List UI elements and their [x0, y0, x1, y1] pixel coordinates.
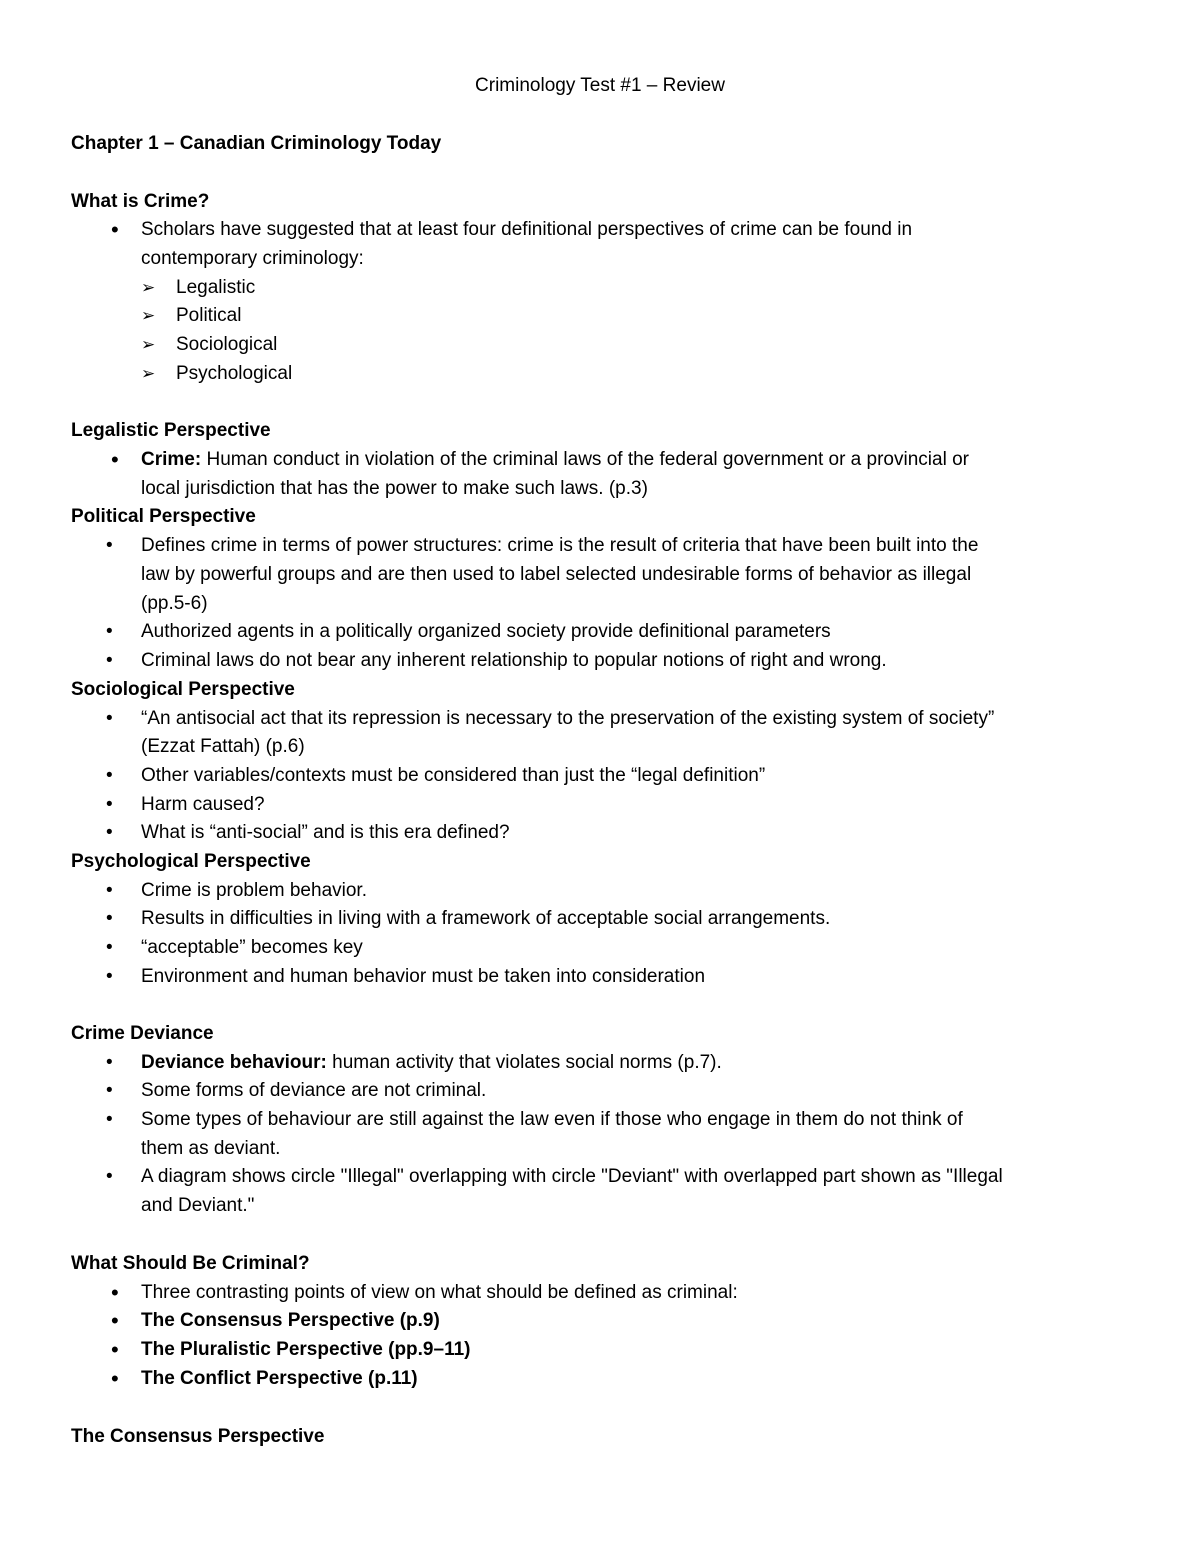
list-item [141, 1050, 722, 1076]
list-item: The Consensus Perspective (p.9) [141, 1310, 440, 1331]
list-item-continued: law by powerful groups and are then used to label selected undesirable forms of behavior as illegal [141, 564, 972, 585]
section-heading-consensus: The Consensus Perspective [71, 1426, 325, 1447]
section-heading-what-is-crime: What is Crime? [71, 191, 210, 212]
list-item: Harm caused? [141, 794, 265, 815]
bullet-icon: • [106, 937, 113, 958]
section-heading-what-should-be-criminal: What Should Be Criminal? [71, 1253, 310, 1274]
list-item: Authorized agents in a politically organized society provide definitional parameters [141, 621, 831, 642]
list-item: The Pluralistic Perspective (pp.9–11) [141, 1339, 471, 1360]
sub-list-item: Legalistic [176, 277, 256, 298]
bullet-icon: • [106, 1166, 113, 1187]
bullet-icon: • [111, 1366, 119, 1391]
section-heading-political: Political Perspective [71, 506, 256, 527]
term-deviance-behaviour: Deviance behaviour: [141, 1052, 327, 1073]
list-item: Three contrasting points of view on what should be defined as criminal: [141, 1282, 738, 1303]
list-item-continued: them as deviant. [141, 1138, 281, 1159]
bullet-icon: • [106, 1109, 113, 1130]
list-item-continued: (pp.5-6) [141, 593, 208, 614]
definition-text: Human conduct in violation of the criminal laws of the federal government or a provincial or [201, 449, 969, 470]
bullet-icon: • [111, 217, 119, 242]
bullet-icon: • [106, 535, 113, 556]
term-crime: Crime: [141, 449, 202, 470]
bullet-icon: • [106, 794, 113, 815]
sub-list-item: Political [176, 305, 242, 326]
list-item: Some types of behaviour are still against the law even if those who engage in them do not think of [141, 1109, 963, 1130]
list-item-continued: (Ezzat Fattah) (p.6) [141, 736, 305, 757]
bullet-icon: • [106, 966, 113, 987]
list-item-continued: local jurisdiction that has the power to make such laws. (p.3) [141, 478, 648, 499]
list-item: Environment and human behavior must be taken into consideration [141, 966, 706, 987]
list-item-continued: contemporary criminology: [141, 248, 364, 269]
list-item: A diagram shows circle "Illegal" overlapping with circle "Deviant" with overlapped part shown as "Illegal [141, 1166, 1003, 1187]
bullet-icon: • [111, 1308, 119, 1333]
arrow-bullet-icon: ➢ [141, 335, 156, 354]
arrow-bullet-icon: ➢ [141, 278, 156, 297]
bullet-icon: • [106, 765, 113, 786]
list-item: Results in difficulties in living with a framework of acceptable social arrangements. [141, 908, 831, 929]
list-item: “An antisocial act that its repression is necessary to the preservation of the existing system of society” [141, 708, 995, 729]
list-item [141, 447, 969, 473]
list-item: The Conflict Perspective (p.11) [141, 1368, 418, 1389]
bullet-icon: • [106, 1052, 113, 1073]
bullet-icon: • [111, 1337, 119, 1362]
bullet-icon: • [111, 1280, 119, 1305]
arrow-bullet-icon: ➢ [141, 364, 156, 383]
document-title: Criminology Test #1 – Review [475, 75, 725, 96]
sub-list-item: Psychological [176, 363, 293, 384]
section-heading-deviance: Crime Deviance [71, 1023, 214, 1044]
bullet-icon: • [111, 447, 119, 472]
list-item: Some forms of deviance are not criminal. [141, 1080, 487, 1101]
bullet-icon: • [106, 880, 113, 901]
chapter-heading: Chapter 1 – Canadian Criminology Today [71, 133, 442, 154]
list-item: Criminal laws do not bear any inherent relationship to popular notions of right and wrong. [141, 650, 887, 671]
bullet-icon: • [106, 650, 113, 671]
bullet-icon: • [106, 708, 113, 729]
sub-list-item: Sociological [176, 334, 278, 355]
section-heading-psychological: Psychological Perspective [71, 851, 311, 872]
arrow-bullet-icon: ➢ [141, 306, 156, 325]
list-item: Defines crime in terms of power structures: crime is the result of criteria that have been built into the [141, 535, 979, 556]
bullet-icon: • [106, 908, 113, 929]
bullet-icon: • [106, 1080, 113, 1101]
list-item: Other variables/contexts must be considered than just the “legal definition” [141, 765, 766, 786]
list-item: Crime is problem behavior. [141, 880, 367, 901]
list-item: Scholars have suggested that at least four definitional perspectives of crime can be found in [141, 219, 913, 240]
bullet-icon: • [106, 621, 113, 642]
section-heading-sociological: Sociological Perspective [71, 679, 295, 700]
bullet-icon: • [106, 822, 113, 843]
section-heading-legalistic: Legalistic Perspective [71, 420, 271, 441]
definition-text: human activity that violates social norms (p.7). [326, 1052, 722, 1073]
list-item: What is “anti-social” and is this era defined? [141, 822, 510, 843]
list-item-continued: and Deviant." [141, 1195, 255, 1216]
list-item: “acceptable” becomes key [141, 937, 363, 958]
